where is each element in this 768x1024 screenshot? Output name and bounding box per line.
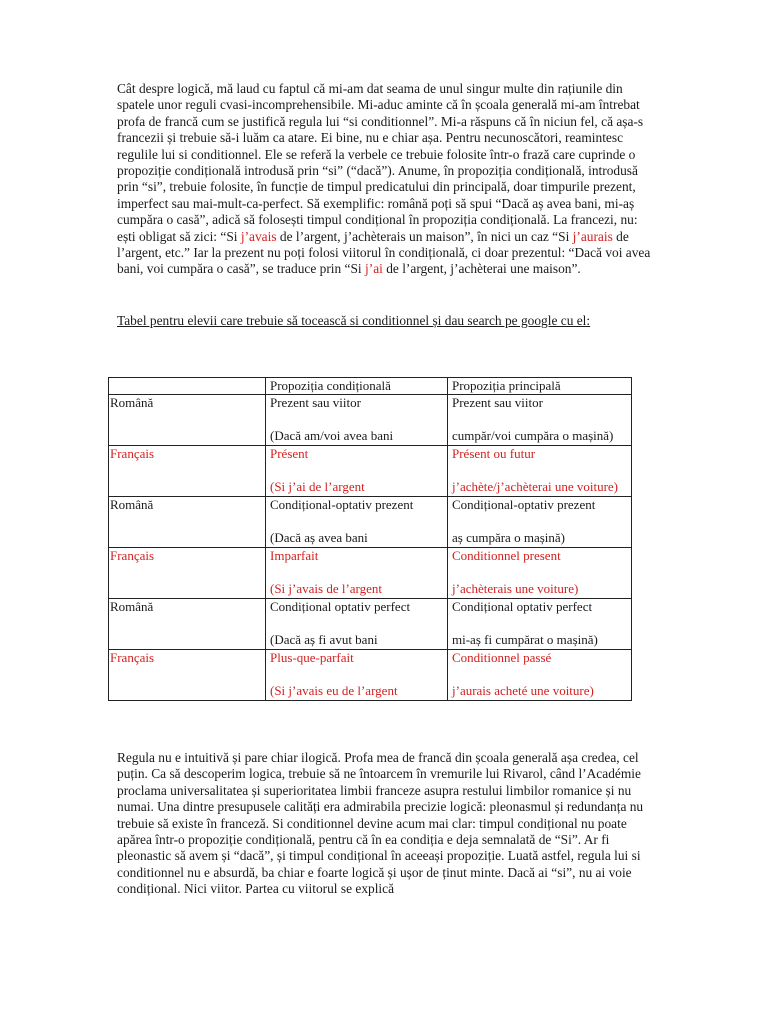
table-caption: Tabel pentru elevii care trebuie să tocească si conditionnel și dau search pe google cu el:	[117, 313, 591, 328]
tense-name: Condițional-optativ prezent	[270, 497, 414, 513]
example-phrase: (Dacă am/voi avea bani	[270, 427, 394, 443]
conditional-clause-cell	[266, 650, 448, 701]
language-cell: Français	[109, 650, 266, 701]
example-phrase: (Si j’ai de l’argent	[270, 478, 365, 494]
tense-name: Imparfait	[270, 548, 319, 564]
table-row	[109, 395, 632, 446]
example-phrase: j’achète/j’achèterai une voiture)	[452, 478, 619, 494]
language-cell: Română	[109, 599, 266, 650]
example-phrase: j’achèterais une voiture)	[452, 580, 579, 596]
language-cell: Română	[109, 395, 266, 446]
main-clause-cell	[448, 497, 632, 548]
example-phrase: mi-aș fi cumpărat o mașină)	[452, 631, 598, 647]
main-clause-cell	[448, 599, 632, 650]
french-verb-highlight: j’aurais	[572, 228, 613, 244]
tense-name: Conditionnel passé	[452, 650, 552, 666]
tense-name: Plus-que-parfait	[270, 650, 354, 666]
example-phrase: aș cumpăra o mașină)	[452, 529, 565, 545]
conditional-clause-cell	[266, 497, 448, 548]
main-clause-cell	[448, 548, 632, 599]
paragraph-text-segment: de l’argent, etc.” Iar la prezent nu poți folosi viitorul în condițională, ci doar prezentul: “Dacă voi avea bani, voi cumpăra o casă”, se traduce prin “Si	[117, 228, 651, 277]
conditional-rules-table	[108, 377, 632, 701]
language-cell: Français	[109, 446, 266, 497]
table-row	[109, 650, 632, 701]
tense-name: Condițional optativ perfect	[452, 599, 593, 615]
conditional-clause-cell	[266, 395, 448, 446]
table-row	[109, 599, 632, 650]
tense-name: Conditionnel present	[452, 548, 561, 564]
tense-name: Présent ou futur	[452, 446, 536, 462]
language-cell: Français	[109, 548, 266, 599]
header-empty-cell	[109, 378, 266, 395]
paragraph-text-segment: de l’argent, j’achèterai une maison”.	[382, 261, 581, 277]
table-row	[109, 548, 632, 599]
example-phrase: (Dacă aș avea bani	[270, 529, 368, 545]
paragraph-text-segment: de l’argent, j’achèterais un maison”, în nici un caz “Si	[276, 228, 573, 244]
french-verb-highlight: j’ai	[365, 261, 383, 277]
french-verb-highlight: j’avais	[240, 228, 277, 244]
table-header-row	[109, 378, 632, 395]
main-clause-cell	[448, 395, 632, 446]
conditional-clause-cell	[266, 548, 448, 599]
main-clause-cell	[448, 446, 632, 497]
intro-paragraph	[117, 81, 657, 278]
main-clause-cell	[448, 650, 632, 701]
table-row	[109, 446, 632, 497]
conditional-clause-cell	[266, 599, 448, 650]
paragraph-text-segment: Cât despre logică, mă laud cu faptul că mi-am dat seama de unul singur multe din rațiunile din spatele unor reguli cvasi-incomprehensibile. Mi-aduc aminte că în școala generală mi-am întrebat profa de franсă cum se justifică regula lui “si conditionnel”. Mi-a răspuns că în niciun fel, că așa-s francezii și trebuie să-i luăm ca atare. Ei bine, nu e chiar așa. Pentru necunoscători, reamintesc regulile lui si conditionnel. Ele se referă la verbele ce trebuie folosite într-o frază care cuprinde o propoziție condițională introdusă prin “si” (“dacă”). Anume, în propoziția condițională, introdusă prin “si”, trebuie folosite, în funcție de timpul predicatului din principală, doar timpurile prezent, imperfect sau mai-mult-ca-perfect. Să exemplific: română poți să spui “Dacă aș avea bani, mi-aș cumpăra o casă”, adică să folosești timpul condițional în propoziția condițională. La francezi, nu: ești obligat să zici: “Si	[117, 81, 644, 244]
language-cell: Română	[109, 497, 266, 548]
conditional-clause-cell	[266, 446, 448, 497]
tense-name: Présent	[270, 446, 309, 462]
tense-name: Condițional-optativ prezent	[452, 497, 596, 513]
example-phrase: cumpăr/voi cumpăra o mașină)	[452, 427, 614, 443]
explanation-paragraph: Regula nu e intuitivă și pare chiar ilogică. Profa mea de franсă din școala generală așa credea, cel puțin. Ca să descoperim logica, trebuie să ne întoarcem în vremurile lui Rivarol, când l’Académie proclama universalitatea și superioritatea limbii franceze asupra restului limbilor romanice și nu numai. Una dintre presupusele calități era admirabila precizie logică: pleonasmul și redundanța nu trebuie să existe în franceză. Si conditionnel devine acum mai clar: timpul condițional nu poate apărea într-o propoziție condițională, pentru că în ea condiția e deja semnalată de “Si”. Ar fi pleonastic să avem și “dacă”, și timpul condițional în aceeași propoziție. Luată astfel, regula lui si conditionnel nu e absurdă, ba chiar e foarte logică și ușor de ținut minte. Dacă ai “si”, nu ai voie condițional. Nici viitor. Partea cu viitorul se explică	[117, 750, 644, 897]
tense-name: Condițional optativ perfect	[270, 599, 411, 615]
example-phrase: (Dacă aș fi avut bani	[270, 631, 378, 647]
header-main-clause: Propoziția principală	[448, 378, 632, 395]
example-phrase: j’aurais acheté une voiture)	[452, 682, 594, 698]
example-phrase: (Si j’avais de l’argent	[270, 580, 383, 596]
example-phrase: (Si j’avais eu de l’argent	[270, 682, 398, 698]
tense-name: Prezent sau viitor	[270, 395, 361, 411]
tense-name: Prezent sau viitor	[452, 395, 543, 411]
table-row	[109, 497, 632, 548]
header-conditional-clause: Propoziția condițională	[266, 378, 448, 395]
